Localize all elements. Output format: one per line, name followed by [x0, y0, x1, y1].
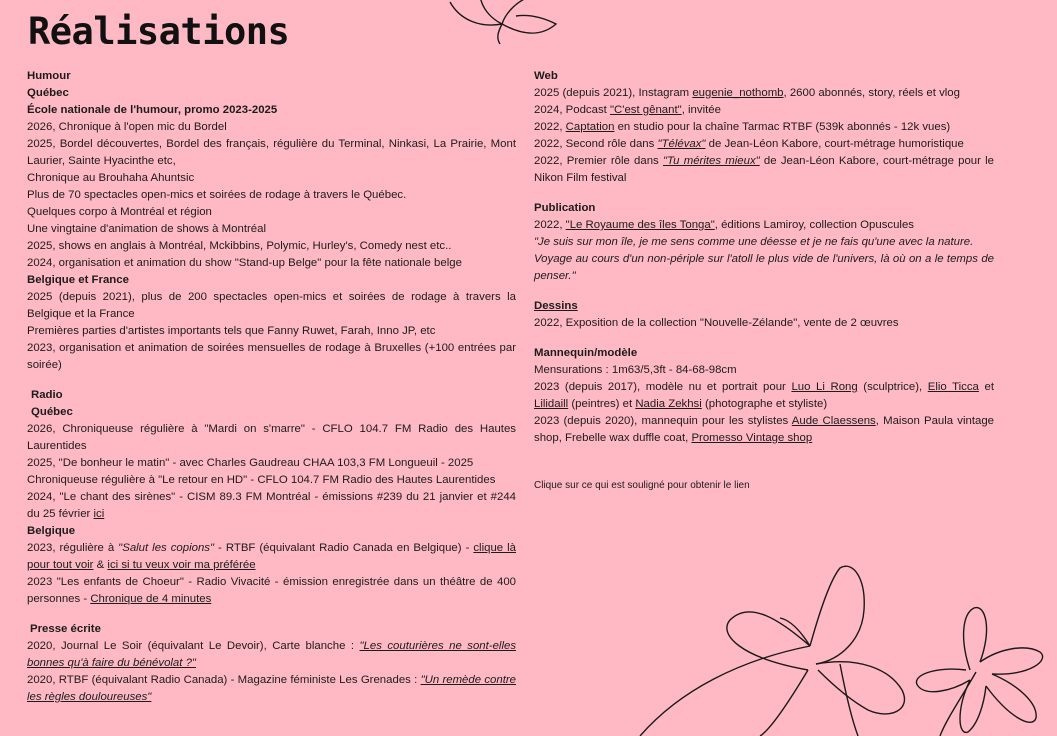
section-heading-radio: Radio	[31, 389, 63, 401]
rtbf-article-link[interactable]: "Un remède contre les règles douloureuses"	[27, 674, 516, 703]
section-heading-publication: Publication	[534, 202, 596, 214]
list-item: 2020, Journal Le Soir (équivalant Le Devoir), Carte blanche : "Les couturières ne sont-elles bonnes qu'à faire du bénévolat ?"	[27, 640, 517, 669]
televax-link[interactable]: "Télévax"	[657, 138, 706, 150]
small-flower-outline-icon	[900, 600, 1057, 736]
copions-favorite-link[interactable]: ici si tu veux voir ma préférée	[107, 559, 256, 571]
list-item: 2025, shows en anglais à Montréal, Mckibbins, Polymic, Hurley's, Comedy nest etc..	[27, 240, 452, 252]
section-heading-web: Web	[534, 70, 558, 82]
list-item: 2022, Premier rôle dans "Tu mérites mieux" de Jean-Léon Kabore, court-métrage pour le Nikon Film festival	[534, 155, 995, 184]
list-item: Plus de 70 spectacles open-mics et soirées de rodage à travers le Québec.	[27, 189, 407, 201]
list-item: Chronique au Brouhaha Ahuntsic	[27, 172, 195, 184]
tu-merites-mieux-link[interactable]: "Tu mérites mieux"	[662, 155, 760, 167]
section-heading-presse: Presse écrite	[30, 623, 101, 635]
instagram-link[interactable]: eugenie_nothomb	[692, 87, 784, 99]
list-item: 2024, organisation et animation du show "Stand-up Belge" pour la fête nationale belge	[27, 257, 462, 269]
list-item: Mensurations : 1m63/5,3ft - 84-68-98cm	[534, 364, 737, 376]
list-item: 2022, Exposition de la collection "Nouvelle-Zélande", vente de 2 œuvres	[534, 317, 899, 329]
section-heading-humour: Humour	[27, 70, 71, 82]
nadia-zekhsi-link[interactable]: Nadia Zekhsi	[635, 398, 702, 410]
aude-claessens-link[interactable]: Aude Claessens	[791, 415, 876, 427]
list-item: Premières parties d'artistes importants tels que Fanny Ruwet, Farah, Inno JP, etc	[27, 325, 436, 337]
lilidaill-link[interactable]: Lilidaill	[534, 398, 569, 410]
list-item: 2022, "Le Royaume des îles Tonga", éditions Lamiroy, collection Opuscules	[534, 219, 914, 231]
subheading-ecole: École nationale de l'humour, promo 2023-2025	[27, 104, 278, 116]
list-item: Quelques corpo à Montréal et région	[27, 206, 212, 218]
sirenes-link[interactable]: ici	[93, 508, 105, 520]
flower-outline-icon	[440, 0, 580, 44]
soir-article-link[interactable]: "Les couturières ne sont-elles bonnes qu'à faire du bénévolat ?"	[27, 640, 517, 669]
large-flower-outline-icon	[640, 560, 940, 736]
list-item: 2023 (depuis 2020), mannequin pour les stylistes Aude Claessens, Maison Paula vintage shop, Frebelle wax duffle coat, Promesso Vintage shop	[534, 415, 995, 444]
list-item: 2025 (depuis 2021), plus de 200 spectacles open-mics et soirées de rodage à travers la Belgique et la France	[27, 291, 516, 320]
footnote: Clique sur ce qui est souligné pour obtenir le lien	[534, 480, 750, 491]
list-item: 2024, "Le chant des sirènes" - CISM 89.3 FM Montréal - émissions #239 du 21 janvier et #244 du 25 février ici	[27, 491, 516, 520]
page-title: Réalisations	[28, 10, 290, 53]
subheading-quebec: Québec	[27, 87, 69, 99]
left-column	[27, 68, 516, 706]
choeur-link[interactable]: Chronique de 4 minutes	[90, 593, 212, 605]
list-item: Chroniqueuse régulière à "Le retour en HD" - CFLO 104.7 FM Radio des Hautes Laurentides	[27, 474, 496, 486]
captation-link[interactable]: Captation	[565, 121, 615, 133]
right-column	[534, 68, 994, 494]
list-item: 2022, Captation en studio pour la chaîne Tarmac RTBF (539k abonnés - 12k vues)	[534, 121, 951, 133]
book-quote: "Je suis sur mon île, je me sens comme une déesse et je ne fais qu'une avec la nature.	[534, 236, 974, 248]
promesso-vintage-link[interactable]: Promesso Vintage shop	[691, 432, 813, 444]
subheading-belgique: Belgique	[27, 525, 76, 537]
list-item: 2023, organisation et animation de soirées mensuelles de rodage à Bruxelles (+100 entrées par soirée)	[27, 342, 516, 371]
copions-all-link[interactable]: clique là pour tout voir	[27, 542, 516, 571]
section-heading-mannequin: Mannequin/modèle	[534, 347, 638, 359]
list-item: 2026, Chronique à l'open mic du Bordel	[27, 121, 227, 133]
list-item: 2024, Podcast "C'est gênant", invitée	[534, 104, 721, 116]
list-item: 2026, Chroniqueuse régulière à "Mardi on s'marre" - CFLO 104.7 FM Radio des Hautes Laurentides	[27, 423, 516, 452]
list-item: 2025, "De bonheur le matin" - avec Charles Gaudreau CHAA 103,3 FM Longueuil - 2025	[27, 457, 474, 469]
list-item: 2022, Second rôle dans "Télévax" de Jean-Léon Kabore, court-métrage humoristique	[534, 138, 964, 150]
subheading-belgique-france: Belgique et France	[27, 274, 129, 286]
list-item: 2020, RTBF (équivalant Radio Canada) - Magazine féministe Les Grenades : "Un remède contre les règles douloureuses"	[27, 674, 516, 703]
luo-li-rong-link[interactable]: Luo Li Rong	[791, 381, 858, 393]
subheading-quebec: Québec	[31, 406, 73, 418]
royaume-tonga-link[interactable]: "Le Royaume des îles Tonga"	[565, 219, 715, 231]
elio-ticca-link[interactable]: Elio Ticca	[927, 381, 979, 393]
podcast-link[interactable]: "C'est gênant"	[610, 104, 682, 116]
section-heading-dessins: Dessins	[534, 300, 578, 312]
list-item: Une vingtaine d'animation de shows à Montréal	[27, 223, 266, 235]
list-item: 2023 (depuis 2017), modèle nu et portrait pour Luo Li Rong (sculptrice), Elio Ticca et Lilidaill (peintres) et Nadia Zekhsi (photographe et styliste)	[534, 381, 994, 410]
book-quote: Voyage au cours d'un non-périple sur l'atoll le plus vide de l'univers, là où on a le temps de penser."	[534, 253, 994, 282]
list-item: 2023, régulière à "Salut les copions" - RTBF (équivalant Radio Canada en Belgique) - clique là pour tout voir & ici si tu veux voir ma préférée	[27, 542, 516, 571]
list-item: 2025 (depuis 2021), Instagram eugenie_nothomb, 2600 abonnés, story, réels et vlog	[534, 87, 960, 99]
list-item: 2023 "Les enfants de Choeur" - Radio Vivacité - émission enregistrée dans un théâtre de 400 personnes - Chronique de 4 minutes	[27, 576, 516, 605]
list-item: 2025, Bordel découvertes, Bordel des français, régulière du Terminal, Ninkasi, La Prairie, Mont Laurier, Sainte Hyacinthe etc,	[27, 138, 516, 167]
